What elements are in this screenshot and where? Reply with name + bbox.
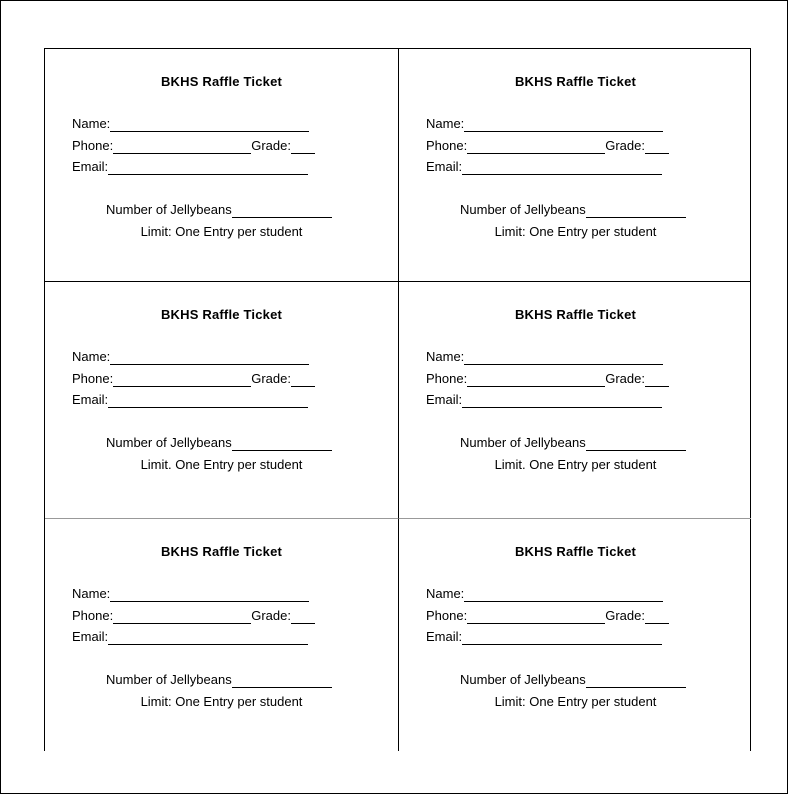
phone-grade-line: [72, 371, 315, 387]
name-blank[interactable]: [110, 351, 309, 365]
email-line: [426, 392, 662, 408]
limit-text: Limit: One Entry per student: [140, 224, 303, 239]
grade-blank[interactable]: [645, 610, 669, 624]
grade-blank[interactable]: [291, 373, 315, 387]
phone-grade-line: [72, 138, 315, 154]
name-label: Name:: [72, 586, 111, 601]
limit-text: Limit. One Entry per student: [494, 457, 657, 472]
jellybeans-line: [460, 672, 686, 688]
email-label: Email:: [426, 392, 463, 407]
name-blank[interactable]: [464, 118, 663, 132]
jellybeans-label: Number of Jellybeans: [460, 435, 586, 450]
email-blank[interactable]: [462, 161, 662, 175]
name-label: Name:: [72, 349, 111, 364]
jellybeans-line: [106, 435, 332, 451]
phone-blank[interactable]: [467, 140, 605, 154]
phone-blank[interactable]: [113, 610, 251, 624]
email-label: Email:: [72, 392, 109, 407]
limit-text: Limit. One Entry per student: [140, 457, 303, 472]
limit-text: Limit: One Entry per student: [140, 694, 303, 709]
phone-label: Phone:: [72, 371, 114, 386]
jellybeans-line: [106, 202, 332, 218]
name-label: Name:: [426, 116, 465, 131]
jellybeans-label: Number of Jellybeans: [460, 672, 586, 687]
jellybeans-line: [106, 672, 332, 688]
name-line: [426, 349, 663, 365]
phone-grade-line: [72, 608, 315, 624]
grade-blank[interactable]: [291, 610, 315, 624]
email-blank[interactable]: [462, 631, 662, 645]
limit-text: Limit: One Entry per student: [494, 224, 657, 239]
name-blank[interactable]: [110, 588, 309, 602]
grade-blank[interactable]: [645, 140, 669, 154]
phone-label: Phone:: [426, 371, 468, 386]
name-blank[interactable]: [464, 351, 663, 365]
email-blank[interactable]: [108, 631, 308, 645]
phone-blank[interactable]: [467, 373, 605, 387]
name-blank[interactable]: [110, 118, 309, 132]
phone-grade-line: [426, 371, 669, 387]
email-label: Email:: [72, 159, 109, 174]
email-blank[interactable]: [462, 394, 662, 408]
ticket-title: BKHS Raffle Ticket: [160, 544, 283, 559]
jellybeans-blank[interactable]: [232, 674, 332, 688]
phone-label: Phone:: [72, 608, 114, 623]
jellybeans-blank[interactable]: [232, 437, 332, 451]
jellybeans-label: Number of Jellybeans: [106, 435, 232, 450]
name-label: Name:: [72, 116, 111, 131]
email-line: [72, 159, 308, 175]
phone-label: Phone:: [72, 138, 114, 153]
email-line: [72, 629, 308, 645]
email-line: [72, 392, 308, 408]
name-blank[interactable]: [464, 588, 663, 602]
grade-label: Grade:: [251, 138, 291, 153]
grade-label: Grade:: [251, 371, 291, 386]
phone-grade-line: [426, 608, 669, 624]
jellybeans-label: Number of Jellybeans: [460, 202, 586, 217]
raffle-ticket: [45, 49, 398, 282]
ticket-grid: [44, 48, 751, 751]
raffle-ticket: [45, 519, 398, 751]
ticket-title: BKHS Raffle Ticket: [514, 544, 637, 559]
grade-label: Grade:: [605, 371, 645, 386]
phone-grade-line: [426, 138, 669, 154]
jellybeans-label: Number of Jellybeans: [106, 202, 232, 217]
phone-label: Phone:: [426, 138, 468, 153]
name-label: Name:: [426, 586, 465, 601]
limit-text: Limit: One Entry per student: [494, 694, 657, 709]
raffle-ticket: [398, 282, 751, 519]
ticket-title: BKHS Raffle Ticket: [514, 74, 637, 89]
name-label: Name:: [426, 349, 465, 364]
grade-blank[interactable]: [645, 373, 669, 387]
jellybeans-blank[interactable]: [586, 674, 686, 688]
ticket-title: BKHS Raffle Ticket: [160, 74, 283, 89]
name-line: [72, 586, 309, 602]
jellybeans-blank[interactable]: [232, 204, 332, 218]
phone-blank[interactable]: [113, 373, 251, 387]
name-line: [426, 586, 663, 602]
raffle-ticket: [398, 519, 751, 751]
grade-label: Grade:: [605, 138, 645, 153]
name-line: [426, 116, 663, 132]
email-line: [426, 159, 662, 175]
phone-blank[interactable]: [113, 140, 251, 154]
name-line: [72, 349, 309, 365]
phone-blank[interactable]: [467, 610, 605, 624]
jellybeans-label: Number of Jellybeans: [106, 672, 232, 687]
email-label: Email:: [426, 629, 463, 644]
email-label: Email:: [426, 159, 463, 174]
jellybeans-line: [460, 435, 686, 451]
phone-label: Phone:: [426, 608, 468, 623]
email-blank[interactable]: [108, 161, 308, 175]
grade-label: Grade:: [605, 608, 645, 623]
jellybeans-line: [460, 202, 686, 218]
email-label: Email:: [72, 629, 109, 644]
raffle-ticket: [45, 282, 398, 519]
ticket-title: BKHS Raffle Ticket: [160, 307, 283, 322]
name-line: [72, 116, 309, 132]
grade-blank[interactable]: [291, 140, 315, 154]
raffle-ticket: [398, 49, 751, 282]
jellybeans-blank[interactable]: [586, 204, 686, 218]
ticket-title: BKHS Raffle Ticket: [514, 307, 637, 322]
email-line: [426, 629, 662, 645]
email-blank[interactable]: [108, 394, 308, 408]
grade-label: Grade:: [251, 608, 291, 623]
jellybeans-blank[interactable]: [586, 437, 686, 451]
